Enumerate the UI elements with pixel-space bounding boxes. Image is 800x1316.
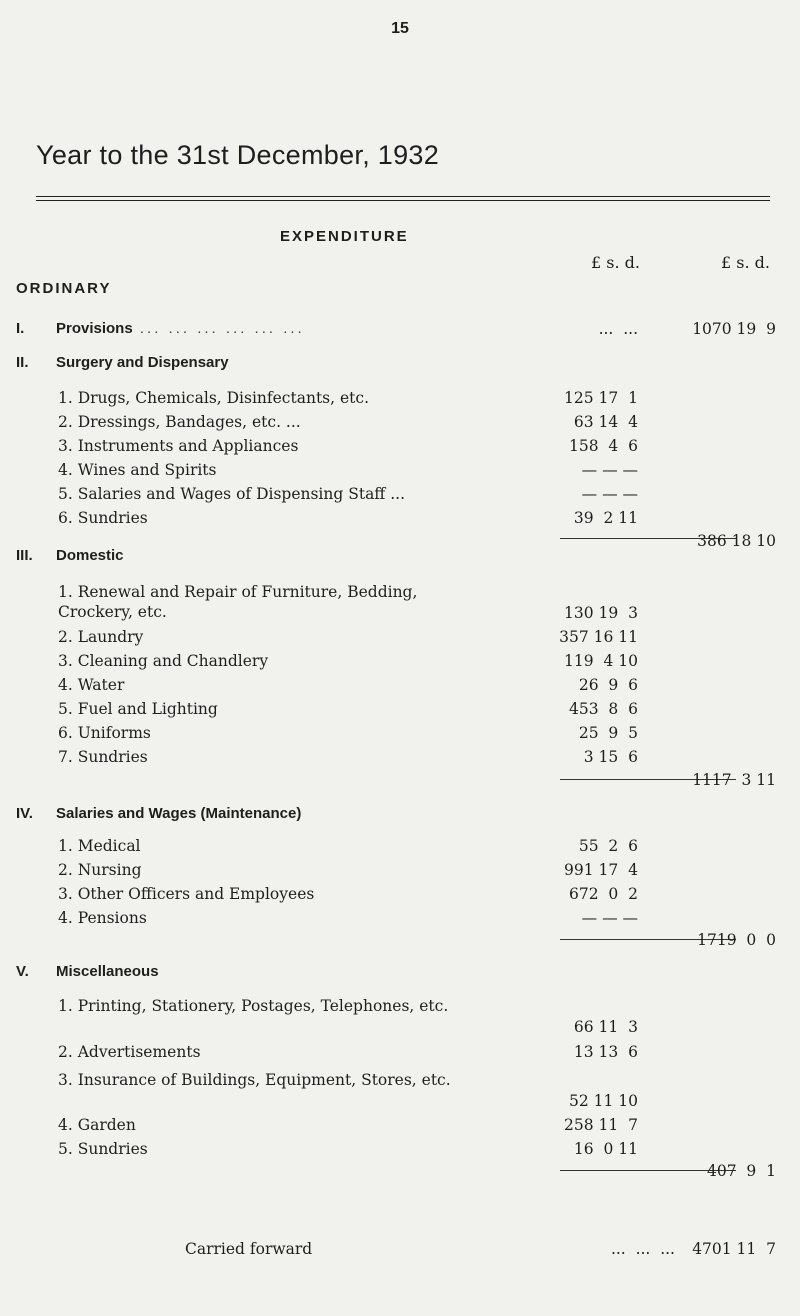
salaries-total: 1719 0 0 [697, 931, 776, 949]
carried-forward-label: Carried forward [185, 1240, 313, 1258]
surgery-item-2: 2. Dressings, Bandages, etc. ... [58, 413, 301, 431]
salaries-item-4: 4. Pensions [58, 909, 147, 927]
domestic-item-5-amount: 453 8 6 [568, 700, 638, 718]
domestic-item-3: 3. Cleaning and Chandlery [58, 652, 269, 670]
section-misc-title [16, 963, 159, 980]
domestic-item-7-amount: 3 15 6 [583, 748, 638, 766]
domestic-item-7: 7. Sundries [58, 748, 148, 766]
misc-item-2: 2. Advertisements [58, 1043, 201, 1061]
section-provisions-title: I. Provisions ... ... ... ... ... ... [16, 320, 305, 337]
domestic-item-5: 5. Fuel and Lighting [58, 700, 218, 718]
section-label: Salaries and Wages (Maintenance) [56, 805, 302, 822]
page-title: Year to the 31st December, 1932 [36, 140, 440, 170]
domestic-item-2-amount: 357 16 11 [559, 628, 638, 646]
surgery-item-4-amount: — — — [581, 461, 638, 479]
domestic-item-4: 4. Water [58, 676, 125, 694]
salaries-item-3-amount: 672 0 2 [568, 885, 638, 903]
ordinary-heading: ORDINARY [16, 280, 112, 297]
section-number: II. [16, 354, 29, 371]
domestic-total: 1117 3 11 [692, 771, 776, 789]
surgery-item-5: 5. Salaries and Wages of Dispensing Staff ... [58, 485, 406, 503]
column-header-totals: £ s. d. [721, 253, 770, 272]
salaries-item-2-amount: 991 17 4 [564, 861, 638, 879]
misc-item-5: 5. Sundries [58, 1140, 148, 1158]
surgery-item-2-amount: 63 14 4 [573, 413, 638, 431]
section-number: I. [16, 320, 25, 337]
domestic-item-4-amount: 26 9 6 [578, 676, 638, 694]
misc-item-1: 1. Printing, Stationery, Postages, Telephones, etc. [58, 997, 449, 1015]
domestic-item-3-amount: 119 4 10 [564, 652, 638, 670]
domestic-item-1: 1. Renewal and Repair of Furniture, Bedding, Crockery, etc. [58, 583, 418, 621]
salaries-item-2: 2. Nursing [58, 861, 142, 879]
domestic-item-6-amount: 25 9 5 [578, 724, 638, 742]
section-surgery-title [16, 354, 229, 371]
section-salaries-title [16, 805, 301, 822]
surgery-item-4: 4. Wines and Spirits [58, 461, 217, 479]
section-label: Miscellaneous [56, 963, 159, 980]
misc-item-3: 3. Insurance of Buildings, Equipment, Stores, etc. [58, 1071, 451, 1089]
section-domestic-title [16, 547, 124, 564]
surgery-item-1-amount: 125 17 1 [564, 389, 638, 407]
misc-item-2-amount: 13 13 6 [573, 1043, 638, 1061]
domestic-item-1-amount: 130 19 3 [564, 604, 638, 622]
misc-item-4: 4. Garden [58, 1116, 136, 1134]
provisions-total: 1070 19 9 [692, 320, 776, 338]
misc-item-1-amount: 66 11 3 [573, 1018, 638, 1036]
salaries-item-3: 3. Other Officers and Employees [58, 885, 315, 903]
column-header-itemised: £ s. d. [591, 253, 640, 272]
misc-item-4-amount: 258 11 7 [564, 1116, 638, 1134]
surgery-item-3: 3. Instruments and Appliances [58, 437, 299, 455]
salaries-item-4-amount: — — — [581, 909, 638, 927]
domestic-item-2: 2. Laundry [58, 628, 144, 646]
surgery-total: 386 18 10 [697, 532, 776, 550]
section-label: Provisions [56, 320, 133, 337]
carried-forward-total: 4701 11 7 [692, 1240, 776, 1258]
surgery-item-6: 6. Sundries [58, 509, 148, 527]
misc-total: 407 9 1 [706, 1162, 776, 1180]
misc-item-5-amount: 16 0 11 [573, 1140, 638, 1158]
surgery-item-1: 1. Drugs, Chemicals, Disinfectants, etc. [58, 389, 369, 407]
misc-item-3-amount: 52 11 10 [568, 1092, 638, 1110]
domestic-item-6: 6. Uniforms [58, 724, 151, 742]
salaries-item-1: 1. Medical [58, 837, 141, 855]
section-number: V. [16, 963, 29, 980]
section-label: Surgery and Dispensary [56, 354, 229, 371]
section-label: Domestic [56, 547, 124, 564]
section-number: IV. [16, 805, 33, 822]
section-number: III. [16, 547, 33, 564]
surgery-item-3-amount: 158 4 6 [568, 437, 638, 455]
title-double-rule [36, 196, 770, 201]
salaries-item-1-amount: 55 2 6 [578, 837, 638, 855]
surgery-item-6-amount: 39 2 11 [573, 509, 638, 527]
expenditure-heading: EXPENDITURE [280, 228, 409, 245]
surgery-item-5-amount: — — — [581, 485, 638, 503]
carried-forward-leaders: ... ... ... [610, 1240, 675, 1258]
provisions-col1-leaders: ... ... [598, 320, 638, 338]
page-number: 15 [391, 20, 409, 37]
